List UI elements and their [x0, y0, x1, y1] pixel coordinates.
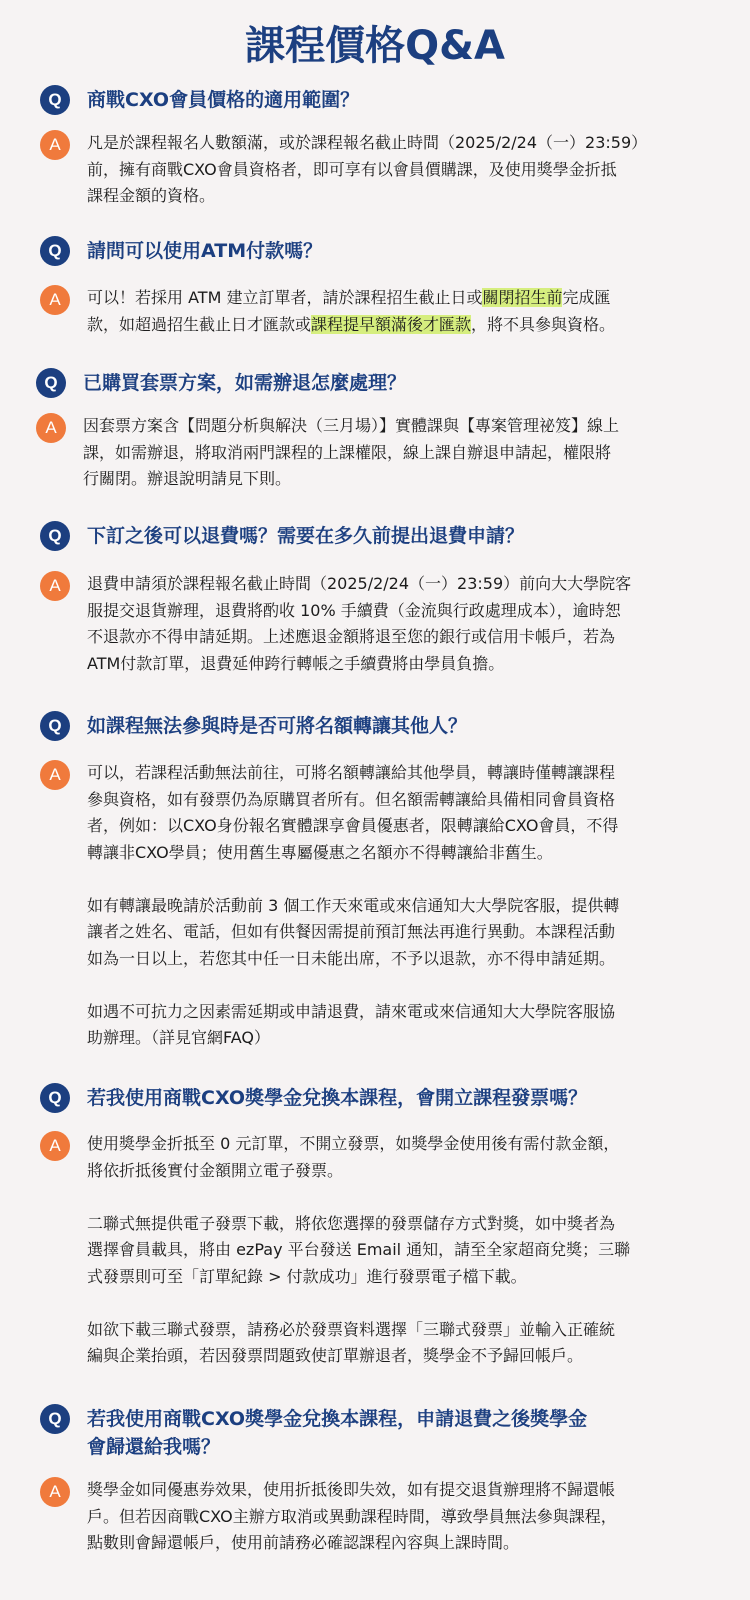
question-text: 商戰CXO會員價格的適用範圍？ — [87, 89, 360, 111]
question-text: 下訂之後可以退費嗎？需要在多久前提出退費申請？ — [87, 525, 525, 547]
question-badge: Q — [40, 236, 70, 266]
answer-badge: A — [36, 413, 66, 443]
answer-text — [87, 285, 727, 338]
answer-text: 可以，若課程活動無法前往，可將名額轉讓給其他學員，轉讓時僅轉讓課程 參與資格，如有發票仍為原購買者所有。但名額需轉讓給具備相同會員資格 者，例如：以CXO身份報名實體課享會員優惠者，限轉讓給CXO會員，不得 轉讓非CXO學員；使用舊生專屬優惠之名額亦不得轉讓給非舊生。 如有轉讓最晚請於活動前 3 個工作天來電或來信通知大大學院客服，提供轉 讓者之姓名、電話，但如有供餐因需提前預訂無法再進行異動。本課程活動 如為一日以上，若您其中任一日未能出席，不予以退款，亦不得申請延期。 如遇不可抗力之因素需延期或申請退費，請來電或來信通知大大學院客服協 助辦理。（詳見官網FAQ） — [87, 763, 620, 1047]
answer-text-part: 完成匯 款，如超過招生截止日才匯款或 — [87, 288, 611, 334]
question-text: 若我使用商戰CXO獎學金兌換本課程，會開立課程發票嗎？ — [87, 1087, 588, 1109]
answer-text: 退費申請須於課程報名截止時間（2025/2/24（一）23:59）前向大大學院客 服提交退貨辦理，退費將酌收 10% 手續費（金流與行政處理成本），逾時恕 不退款亦不得申請延期。上述應退金額將退至您的銀行或信用卡帳戶，若為 ATM付款訂單，退費延伸跨行轉帳之手續費將由學員負擔。 — [87, 574, 632, 673]
question-text: 已購買套票方案，如需辦退怎麼處理？ — [83, 372, 407, 394]
answer-text-part: 可以！若採用 ATM 建立訂單者，請於課程招生截止日或 — [87, 288, 483, 307]
question-badge: Q — [40, 521, 70, 551]
question-badge: Q — [40, 1404, 70, 1434]
answer-badge: A — [40, 285, 70, 315]
highlighted-text: 關閉招生前 — [482, 288, 563, 307]
answer-badge: A — [40, 1477, 70, 1507]
question-text: 若我使用商戰CXO獎學金兌換本課程，申請退費之後獎學金 會歸還給我嗎？ — [87, 1408, 588, 1458]
question-badge: Q — [40, 1083, 70, 1113]
answer-badge: A — [40, 571, 70, 601]
answer-badge: A — [40, 130, 70, 160]
answer-badge: A — [40, 760, 70, 790]
answer-text: 凡是於課程報名人數額滿，或於課程報名截止時間（2025/2/24（一）23:59） 前，擁有商戰CXO會員資格者，即可享有以會員價購課，及使用獎學金折抵 課程金額的資格。 — [87, 133, 648, 205]
page-title: 課程價格Q&A — [245, 23, 505, 69]
answer-text: 因套票方案含【問題分析與解決（三月場）】實體課與【專案管理祕笈】線上 課，如需辦退，將取消兩門課程的上課權限，線上課自辦退申請起，權限將 行關閉。辦退說明請見下則。 — [83, 416, 620, 488]
answer-text-part: ，將不具參與資格。 — [471, 314, 616, 334]
question-badge: Q — [36, 368, 66, 398]
question-badge: Q — [40, 85, 70, 115]
answer-text: 獎學金如同優惠券效果，使用折抵後即失效，如有提交退貨辦理將不歸還帳 戶。但若因商戰CXO主辦方取消或異動課程時間，導致學員無法參與課程， 點數則會歸還帳戶，使用前請務必確認課程內容與上課時間。 — [87, 1480, 617, 1552]
question-badge: Q — [40, 711, 70, 741]
answer-badge: A — [40, 1131, 70, 1161]
highlighted-text: 課程提早額滿後才匯款 — [311, 314, 472, 334]
question-text: 請問可以使用ATM付款嗎？ — [87, 240, 323, 262]
question-text: 如課程無法參與時是否可將名額轉讓其他人？ — [87, 715, 468, 737]
answer-text: 使用獎學金折抵至 0 元訂單，不開立發票，如獎學金使用後有需付款金額， 將依折抵後實付金額開立電子發票。 二聯式無提供電子發票下載，將依您選擇的發票儲存方式對獎，如中獎者為 選擇會員載具，將由 ezPay 平台發送 Email 通知，請至全家超商兌獎；三聯 式發票則可至「訂單紀錄 > 付款成功」進行發票電子檔下載。 如欲下載三聯式發票，請務必於發票資料選擇「三聯式發票」並輸入正確統 編與企業抬頭，若因發票問題致使訂單辦退者，獎學金不予歸回帳戶。 — [87, 1134, 631, 1365]
